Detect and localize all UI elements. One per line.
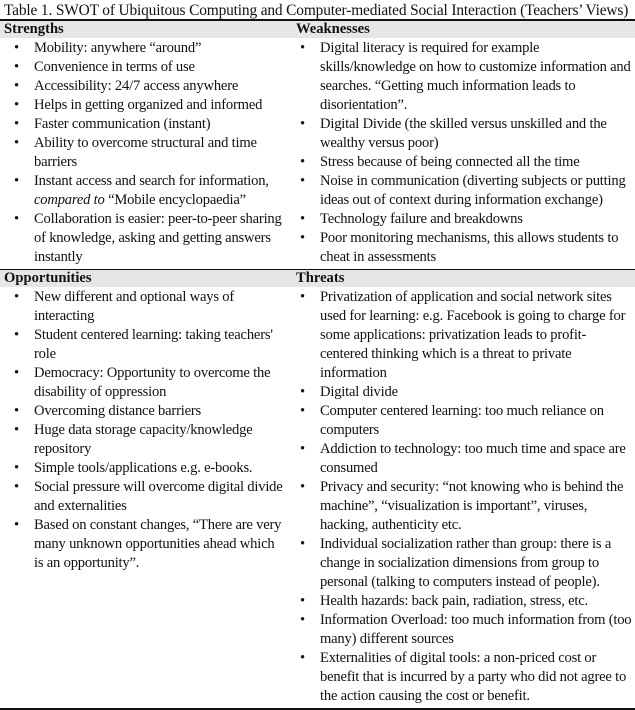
bullet-icon: • — [14, 39, 19, 56]
bullet-icon: • — [14, 289, 19, 305]
bullet-icon: • — [300, 593, 305, 609]
weaknesses-heading: Weaknesses — [296, 20, 370, 37]
item-text: Helps in getting organized and informed — [34, 96, 263, 113]
threats-item — [300, 592, 633, 611]
bullet-icon: • — [300, 403, 305, 419]
item-text: Noise in communication (diverting subjects or putting ideas out of context during information exchange) — [320, 172, 626, 208]
item-text: Based on constant changes, “There are very many unknown opportunities ahead which is an opportunity”. — [34, 517, 282, 571]
bullet-icon: • — [14, 115, 19, 132]
item-text: Mobility: anywhere “around” — [34, 39, 202, 56]
bullet-icon: • — [300, 441, 305, 457]
threats-item — [300, 649, 633, 706]
threats-item — [300, 288, 633, 383]
weaknesses-list — [300, 39, 633, 267]
opportunities-item — [14, 326, 286, 364]
item-text: Democracy: Opportunity to overcome the disability of oppression — [34, 365, 271, 400]
weaknesses-item — [300, 39, 633, 115]
item-text: Addiction to technology: too much time and space are consumed — [320, 441, 626, 476]
item-text: Overcoming distance barriers — [34, 403, 202, 419]
bullet-icon: • — [300, 612, 305, 628]
opportunities-item — [14, 288, 286, 326]
strengths-item — [14, 115, 286, 134]
weaknesses-item — [300, 229, 633, 267]
strengths-item — [14, 210, 286, 267]
bullet-icon: • — [14, 517, 19, 533]
item-text: Student centered learning: taking teachers' role — [34, 327, 273, 362]
bullet-icon: • — [14, 96, 19, 113]
content-row-2 — [0, 287, 635, 708]
item-text: Faster communication (instant) — [34, 115, 211, 132]
bullet-icon: • — [300, 210, 305, 227]
item-text: Social pressure will overcome digital divide and externalities — [34, 479, 283, 514]
item-text: Ability to overcome structural and time barriers — [34, 134, 257, 170]
bullet-icon: • — [14, 77, 19, 94]
item-text: Simple tools/applications e.g. e-books. — [34, 460, 253, 476]
content-row-1 — [0, 38, 635, 269]
item-text-em: compared to — [34, 191, 105, 208]
opportunities-item — [14, 364, 286, 402]
item-text: Collaboration is easier: peer-to-peer sharing of knowledge, asking and getting answers instantly — [34, 210, 282, 265]
opportunities-item — [14, 459, 286, 478]
threats-item — [300, 535, 633, 592]
bullet-icon: • — [14, 403, 19, 419]
opportunities-list — [14, 288, 286, 573]
bottom-rule — [0, 708, 635, 710]
strengths-heading: Strengths — [4, 20, 64, 37]
bullet-icon: • — [300, 229, 305, 246]
weaknesses-item — [300, 210, 633, 229]
item-text: Poor monitoring mechanisms, this allows students to cheat in assessments — [320, 229, 619, 265]
strengths-item — [14, 39, 286, 58]
bullet-icon: • — [300, 172, 305, 189]
bullet-icon: • — [14, 172, 19, 189]
item-text: Digital divide — [320, 384, 398, 400]
bullet-icon: • — [14, 460, 19, 476]
weaknesses-item — [300, 172, 633, 210]
item-text: Individual socialization rather than group: there is a change in socialization dimensions from group to personal (talking to computers instead of people). — [320, 536, 612, 590]
bullet-icon: • — [14, 58, 19, 75]
header-row-2 — [0, 270, 635, 287]
opportunities-item — [14, 402, 286, 421]
item-text: Convenience in terms of use — [34, 58, 195, 75]
bullet-icon: • — [300, 289, 305, 305]
threats-item — [300, 402, 633, 440]
bullet-icon: • — [300, 650, 305, 666]
item-text-pre: Instant access and search for information, — [34, 172, 269, 189]
item-text: Huge data storage capacity/knowledge repository — [34, 422, 253, 457]
threats-list — [300, 288, 633, 706]
threats-item — [300, 440, 633, 478]
bullet-icon: • — [300, 384, 305, 400]
bullet-icon: • — [14, 210, 19, 227]
bullet-icon: • — [14, 365, 19, 381]
strengths-item — [14, 134, 286, 172]
bullet-icon: • — [300, 39, 305, 56]
item-text: Technology failure and breakdowns — [320, 210, 523, 227]
strengths-item — [14, 77, 286, 96]
opportunities-heading: Opportunities — [4, 270, 92, 286]
bullet-icon: • — [300, 153, 305, 170]
item-text: New different and optional ways of interacting — [34, 289, 235, 324]
opportunities-item — [14, 421, 286, 459]
item-text: Health hazards: back pain, radiation, stress, etc. — [320, 593, 588, 609]
item-text: Information Overload: too much information from (too many) different sources — [320, 612, 632, 647]
bullet-icon: • — [14, 327, 19, 343]
bullet-icon: • — [300, 479, 305, 495]
item-text: Privatization of application and social network sites used for learning: e.g. Facebook is going to charge for some applications: privatization leads to profit-centered thinking which is a threat to private information — [320, 289, 626, 381]
strengths-item — [14, 96, 286, 115]
threats-item — [300, 611, 633, 649]
bullet-icon: • — [14, 134, 19, 151]
strengths-list — [14, 39, 286, 267]
bullet-icon: • — [14, 479, 19, 495]
strengths-item — [14, 58, 286, 77]
threats-item — [300, 383, 633, 402]
item-text: Accessibility: 24/7 access anywhere — [34, 77, 239, 94]
item-text: Computer centered learning: too much reliance on computers — [320, 403, 604, 438]
weaknesses-item — [300, 115, 633, 153]
bullet-icon: • — [300, 536, 305, 552]
item-text: Digital literacy is required for example skills/knowledge on how to customize information and searches. “Getting much information leads to disorientation”. — [320, 39, 631, 113]
opportunities-item — [14, 516, 286, 573]
opportunities-item — [14, 478, 286, 516]
item-text-post: “Mobile encyclopaedia” — [104, 191, 246, 208]
item-text: Digital Divide (the skilled versus unskilled and the wealthy versus poor) — [320, 115, 607, 151]
strengths-item — [14, 172, 286, 210]
weaknesses-item — [300, 153, 633, 172]
threats-item — [300, 478, 633, 535]
item-text: Externalities of digital tools: a non-priced cost or benefit that is incurred by a party who did not agree to the action causing the cost or benefit. — [320, 650, 627, 704]
header-row-1 — [0, 21, 635, 38]
threats-heading: Threats — [296, 270, 345, 286]
item-text: Privacy and security: “not knowing who is behind the machine”, “visualization is important”, viruses, hacking, authenticity etc. — [320, 479, 624, 533]
table-caption: Table 1. SWOT of Ubiquitous Computing and Computer-mediated Social Interaction (Teachers’ Views) — [4, 2, 629, 19]
bullet-icon: • — [14, 422, 19, 438]
item-text: Stress because of being connected all the time — [320, 153, 580, 170]
bullet-icon: • — [300, 115, 305, 132]
